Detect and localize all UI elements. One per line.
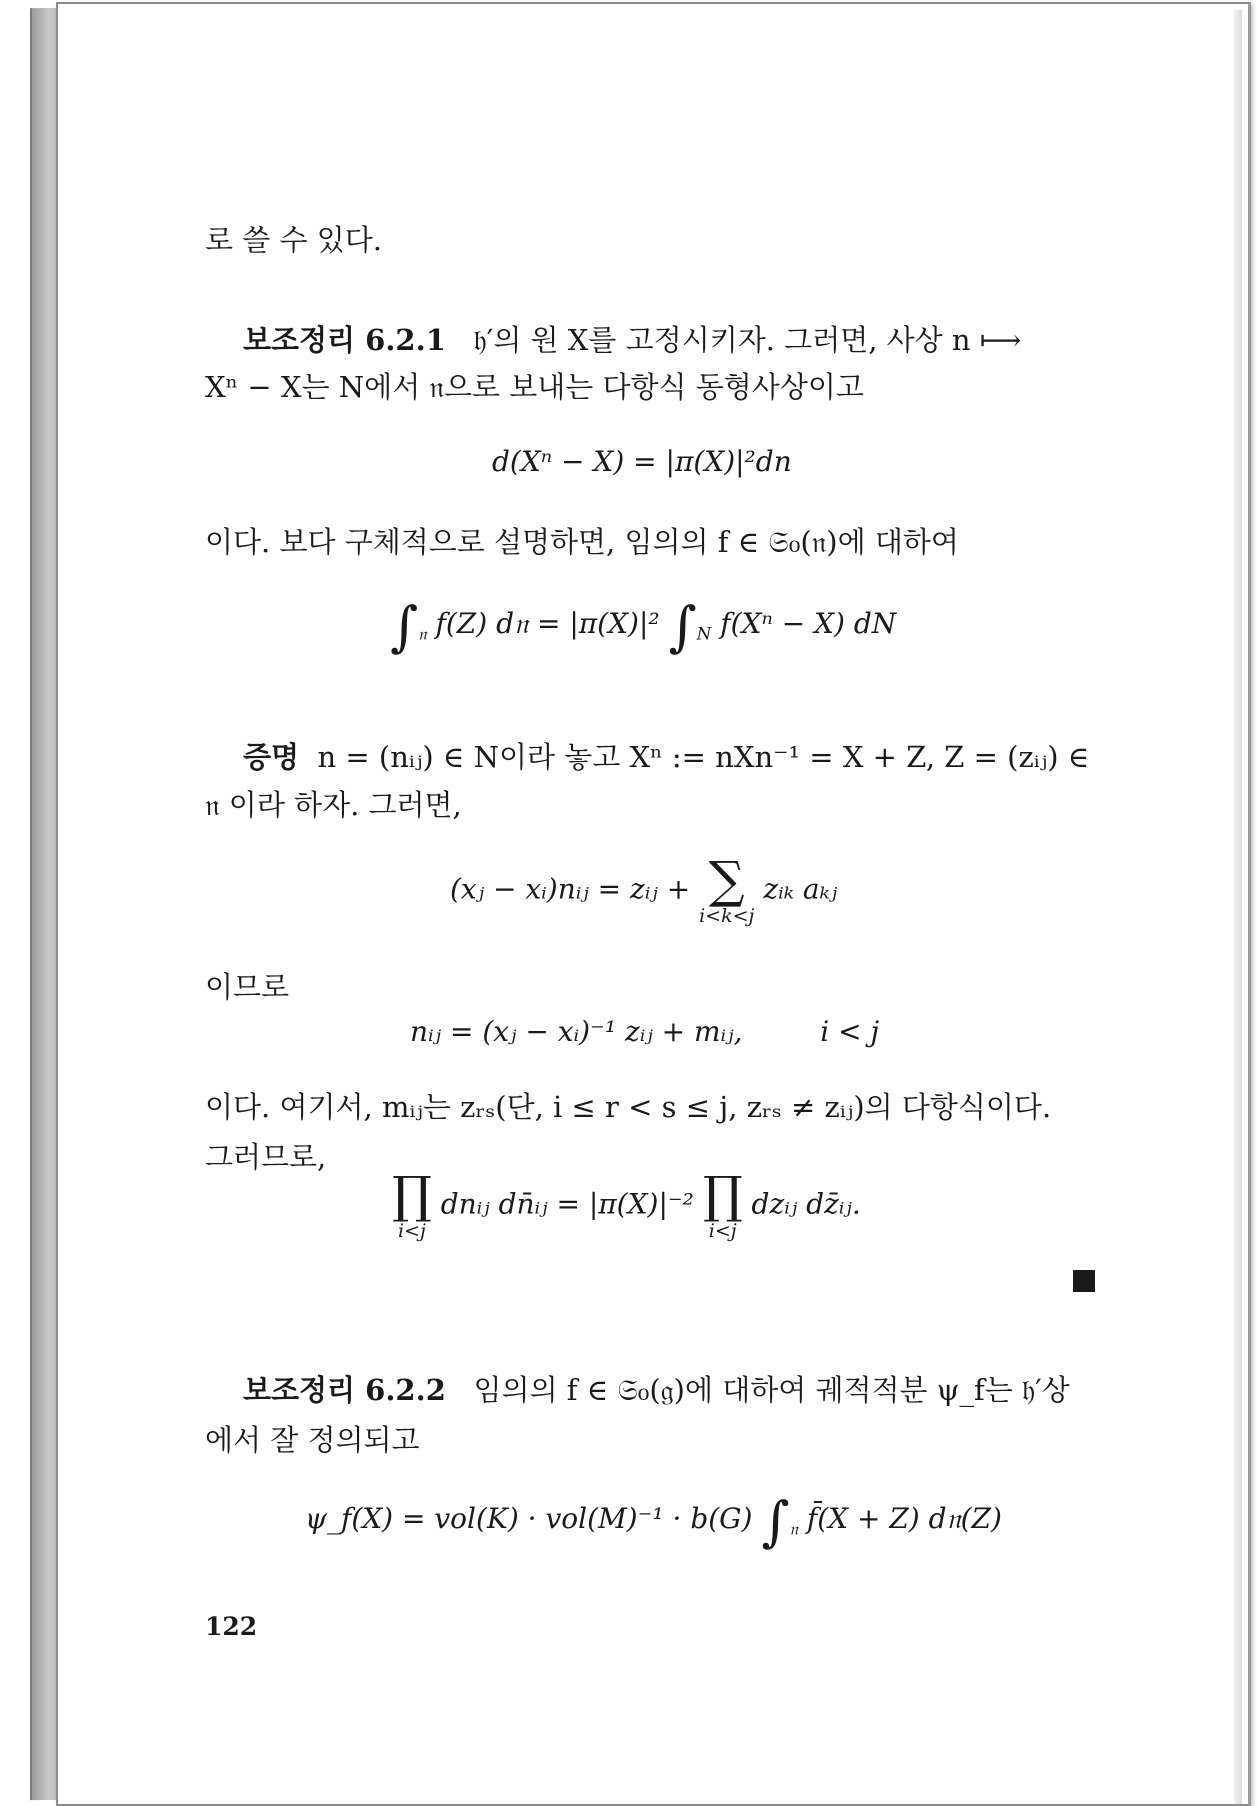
equation-integral: $\int_𝔫$ f(Z) d𝔫 = |π(X)|² $\int_N$ f(Xⁿ − X) dN bbox=[390, 595, 897, 658]
intro-text: 로 쓸 수 있다. bbox=[205, 223, 382, 257]
page-number: 122 bbox=[205, 1612, 258, 1641]
integral-right: f(Xⁿ − X) dN bbox=[720, 607, 897, 640]
product-limits-left: i<j bbox=[397, 1220, 426, 1242]
integral-domain-N: N bbox=[696, 623, 712, 644]
equation-orbital-integral: ψ_f(X) = vol(K) · vol(M)⁻¹ · b(G) $\int_𝔫$ f̄(X + Z) d𝔫(Z) bbox=[305, 1490, 1002, 1553]
n-ij-expression: nᵢⱼ = (xⱼ − xᵢ)⁻¹ zᵢⱼ + mᵢⱼ, bbox=[410, 1015, 743, 1048]
lemma2-statement-line2: 에서 잘 정의되고 bbox=[205, 1423, 420, 1457]
lemma-statement-line2: Xⁿ − X는 N에서 𝔫으로 보내는 다항식 동형사상이고 bbox=[205, 370, 864, 404]
integral-domain-n: 𝔫 bbox=[418, 623, 427, 644]
lemma2-label: 보조정리 6.2.2 bbox=[243, 1373, 446, 1407]
proof-text-line4: 이다. 여기서, mᵢⱼ는 zᵣₛ(단, i ≤ r < s ≤ j, zᵣₛ ≠ zᵢⱼ)의 다항식이다. bbox=[205, 1090, 1052, 1124]
orbital-left: ψ_f(X) = vol(K) · vol(M)⁻¹ · b(G) bbox=[305, 1502, 753, 1535]
orbital-right: f̄(X + Z) d𝔫(Z) bbox=[806, 1502, 1002, 1535]
sum-limits: i<k<j bbox=[699, 905, 755, 927]
lemma2-statement-line1: 임의의 f ∈ 𝔖₀(𝔤)에 대하여 궤적적분 ψ_f는 𝔥′상 bbox=[473, 1373, 1070, 1407]
lemma-statement-line3: 이다. 보다 구체적으로 설명하면, 임의의 f ∈ 𝔖₀(𝔫)에 대하여 bbox=[205, 525, 959, 559]
proof-text-line5: 그러므로, bbox=[205, 1140, 327, 1174]
proof-text-line1: n = (nᵢⱼ) ∈ N이라 놓고 Xⁿ := nXn⁻¹ = X + Z, Z = (zᵢⱼ) ∈ bbox=[317, 740, 1090, 774]
equation-differential: d(Xⁿ − X) = |π(X)|²dn bbox=[492, 445, 792, 478]
proof-line1 bbox=[243, 735, 1089, 776]
equation-sum: (xⱼ − xᵢ)nᵢⱼ = zᵢⱼ + ∑ i<k<j zᵢₖ aₖⱼ bbox=[450, 851, 838, 927]
sum-right: zᵢₖ aₖⱼ bbox=[763, 872, 838, 906]
proof-text-line3: 이므로 bbox=[205, 970, 290, 1004]
proof-label: 증명 bbox=[243, 740, 300, 774]
integral-left: f(Z) d𝔫 = |π(X)|² bbox=[435, 607, 660, 640]
product-mid1: dnᵢⱼ dn̄ᵢⱼ bbox=[440, 1187, 548, 1221]
lemma-label: 보조정리 6.2.1 bbox=[243, 323, 446, 357]
orbital-domain: 𝔫 bbox=[789, 1518, 798, 1539]
product-limits-right: i<j bbox=[708, 1220, 737, 1242]
product-mid2: = |π(X)|⁻² bbox=[556, 1187, 694, 1221]
lemma-statement-line1: 𝔥′의 원 X를 고정시키자. 그러면, 사상 n ⟼ bbox=[473, 323, 1022, 357]
product-right: dzᵢⱼ dz̄ᵢⱼ. bbox=[751, 1187, 861, 1221]
qed-square bbox=[1073, 1270, 1095, 1292]
equation-product: ∏ i<j dnᵢⱼ dn̄ᵢⱼ = |π(X)|⁻² ∏ i<j dzᵢⱼ dz̄ᵢⱼ. bbox=[392, 1166, 861, 1242]
proof-text-line2: 𝔫 이라 하자. 그러면, bbox=[205, 788, 462, 822]
lemma-6-2-2 bbox=[243, 1368, 1070, 1409]
lemma-6-2-1 bbox=[243, 318, 1021, 359]
sum-left: (xⱼ − xᵢ)nᵢⱼ = zᵢⱼ + bbox=[450, 872, 691, 906]
n-ij-condition: i < j bbox=[820, 1015, 880, 1048]
equation-n-ij bbox=[410, 1015, 879, 1048]
page-edge bbox=[1234, 10, 1242, 1804]
